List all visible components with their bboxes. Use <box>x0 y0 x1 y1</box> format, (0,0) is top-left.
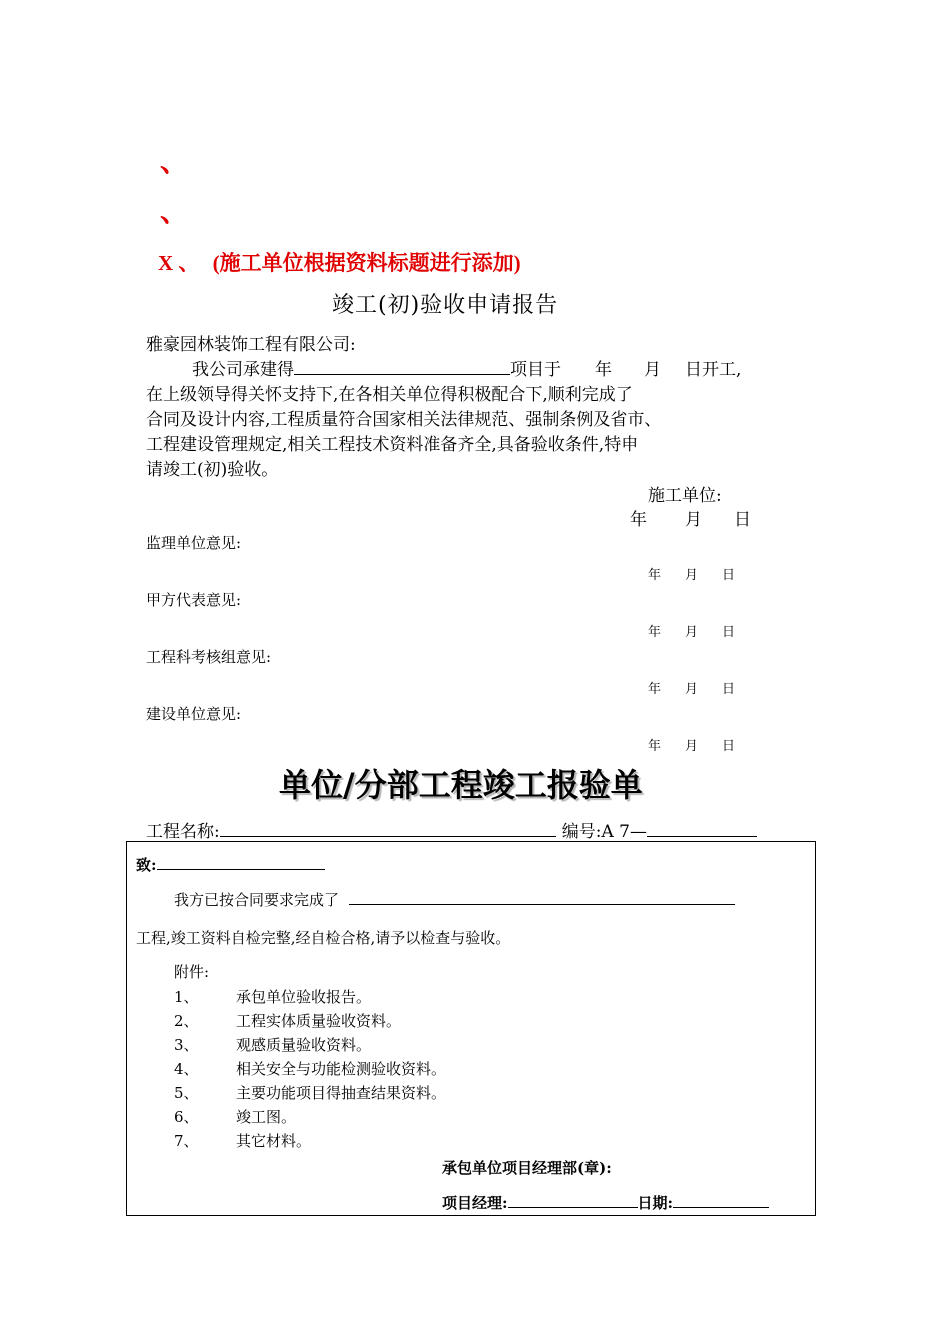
contractor-date <box>630 505 751 530</box>
year: 年 <box>648 682 662 697</box>
form-title: 单位/分部工程竣工报验单 <box>279 766 643 804</box>
attachment-text: 其它材料。 <box>236 1132 312 1150</box>
number-blank <box>647 821 757 837</box>
opinion-owner-rep-date <box>648 621 735 640</box>
line1-b: 项目于 <box>510 360 561 380</box>
manager-label: 项目经理: <box>442 1194 508 1212</box>
report-line-2: 在上级领导得关怀支持下,在各相关单位得积极配合下,顺利完成了 <box>146 385 633 405</box>
completed-blank <box>349 889 735 905</box>
opinion-supervisor-date <box>648 564 735 583</box>
start-year: 年 <box>595 360 612 380</box>
attachment-no: 3、 <box>174 1036 199 1054</box>
to-label: 致: <box>136 856 157 874</box>
report-line-4: 工程建设管理规定,相关工程技术资料准备齐全,具备验收条件,特申 <box>146 435 639 455</box>
date-label: 日期: <box>637 1194 674 1212</box>
attachment-no: 5、 <box>174 1084 199 1102</box>
project-name-row <box>146 817 757 842</box>
opinion-engineering-section: 工程科考核组意见: <box>146 648 272 666</box>
red-mark-1: 、 <box>160 147 189 178</box>
day: 日 <box>722 682 736 697</box>
year: 年 <box>648 739 662 754</box>
month: 月 <box>685 625 699 640</box>
project-blank <box>294 359 510 375</box>
attachment-item <box>174 1130 311 1151</box>
opinion-construction-unit-date <box>648 735 735 754</box>
report-title: 竣工(初)验收申请报告 <box>332 293 559 318</box>
manager-row <box>442 1192 769 1213</box>
start-month: 月 <box>644 360 661 380</box>
attachment-no: 7、 <box>174 1132 199 1150</box>
report-line-1 <box>192 355 741 380</box>
red-mark-2: 、 <box>160 197 189 228</box>
completed-row <box>174 889 735 910</box>
to-blank <box>157 854 325 870</box>
year: 年 <box>648 568 662 583</box>
date-month: 月 <box>685 510 702 530</box>
dept-label: 承包单位项目经理部(章): <box>442 1159 612 1177</box>
opinion-owner-rep: 甲方代表意见: <box>146 591 242 609</box>
note-prefix: X 、 <box>158 251 200 275</box>
completed-text: 我方已按合同要求完成了 <box>174 891 340 909</box>
attachment-item <box>174 1034 371 1055</box>
header-note <box>158 247 521 277</box>
attachment-text: 承包单位验收报告。 <box>236 988 372 1006</box>
attachments-label: 附件: <box>174 963 210 981</box>
month: 月 <box>685 739 699 754</box>
attachment-no: 2、 <box>174 1012 199 1030</box>
manager-blank <box>508 1192 638 1208</box>
attachment-no: 4、 <box>174 1060 199 1078</box>
attachment-text: 观感质量验收资料。 <box>236 1036 372 1054</box>
date-blank <box>673 1192 769 1208</box>
report-line-5: 请竣工(初)验收。 <box>146 460 279 480</box>
number-label: 编号:A 7— <box>561 822 647 842</box>
day: 日 <box>722 625 736 640</box>
year: 年 <box>648 625 662 640</box>
date-year: 年 <box>630 510 647 530</box>
to-row <box>136 854 325 875</box>
attachment-text: 工程实体质量验收资料。 <box>236 1012 402 1030</box>
inspected-text: 工程,竣工资料自检完整,经自检合格,请予以检查与验收。 <box>136 929 511 947</box>
attachment-text: 主要功能项目得抽查结果资料。 <box>236 1084 447 1102</box>
day: 日 <box>722 739 736 754</box>
attachment-text: 相关安全与功能检测验收资料。 <box>236 1060 447 1078</box>
project-name-label: 工程名称: <box>146 822 220 842</box>
line1-a: 我公司承建得 <box>192 360 294 380</box>
contractor-label: 施工单位: <box>648 486 722 506</box>
month: 月 <box>685 568 699 583</box>
report-line-3: 合同及设计内容,工程质量符合国家相关法律规范、强制条例及省市、 <box>146 410 662 430</box>
month: 月 <box>685 682 699 697</box>
attachment-item <box>174 1106 296 1127</box>
report-addressee: 雅豪园林装饰工程有限公司: <box>146 335 356 355</box>
attachment-item <box>174 1058 446 1079</box>
day: 日 <box>722 568 736 583</box>
opinion-supervisor: 监理单位意见: <box>146 534 242 552</box>
date-day: 日 <box>734 510 751 530</box>
attachment-no: 6、 <box>174 1108 199 1126</box>
attachment-text: 竣工图。 <box>236 1108 297 1126</box>
opinion-engineering-section-date <box>648 678 735 697</box>
line1-c: 日开工, <box>685 360 742 380</box>
attachment-item <box>174 1082 446 1103</box>
opinion-construction-unit: 建设单位意见: <box>146 705 242 723</box>
project-name-blank <box>220 821 556 837</box>
attachment-no: 1、 <box>174 988 199 1006</box>
attachment-item <box>174 986 371 1007</box>
note-text: (施工单位根据资料标题进行添加) <box>212 251 521 275</box>
attachment-item <box>174 1010 401 1031</box>
